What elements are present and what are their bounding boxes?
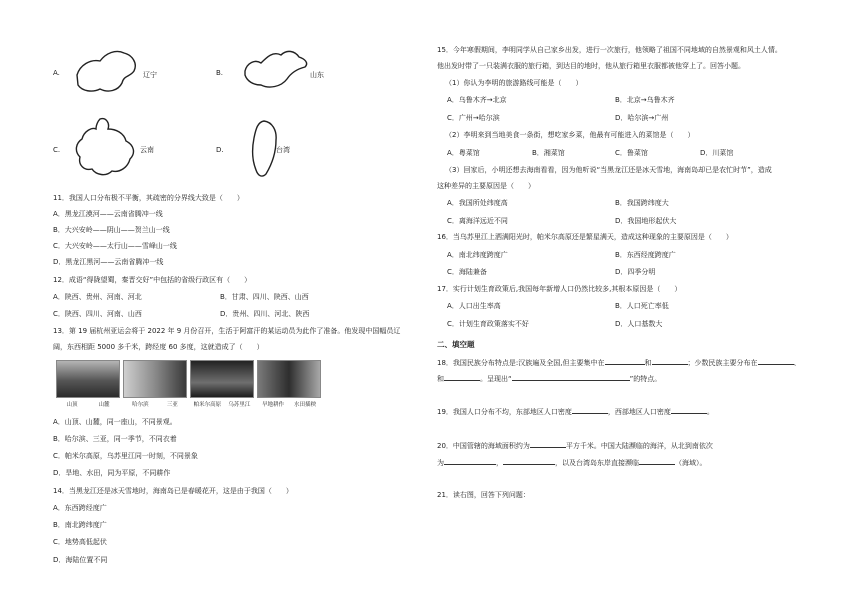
map-option-a-letter: A. <box>53 69 60 77</box>
q14-option-b[interactable]: B．南北跨纬度广 <box>53 521 107 529</box>
q13-option-b[interactable]: B．哈尔滨、三亚，同一季节，不同衣着 <box>53 435 177 443</box>
q17-option-d[interactable]: D．人口基数大 <box>615 320 663 328</box>
q17-option-c[interactable]: C．计划生育政策落实不好 <box>447 320 529 328</box>
q12-option-a[interactable]: A．陕西、贵州、河南、河北 <box>53 293 142 301</box>
q18-text: 18．我国民族分布特点是:汉族遍及全国,但主要集中在 <box>437 359 605 367</box>
q20-text: ， <box>496 459 503 467</box>
q11-option-a[interactable]: A．黑龙江漠河——云南省腾冲一线 <box>53 210 163 218</box>
q16-option-a[interactable]: A．南北纬度跨度广 <box>447 251 508 259</box>
photo-caption: 乌苏里江 <box>228 402 251 408</box>
q15-sub2-option-c[interactable]: C．鲁菜馆 <box>615 149 648 157</box>
q18-blank-4[interactable] <box>444 372 480 381</box>
q17-option-a[interactable]: A．人口出生率高 <box>447 302 501 310</box>
q15-sub3-line2: 这种差异的主要原因是（ ） <box>437 182 535 190</box>
photo-mountain <box>56 360 120 408</box>
q19-blank-2[interactable] <box>671 405 707 414</box>
q20-text: （海域）。 <box>675 459 707 467</box>
q18-blank-2[interactable] <box>652 356 688 365</box>
q15-sub2-option-b[interactable]: B．湘菜馆 <box>532 149 565 157</box>
q20-text: 20．中国管辖的海域面积约为 <box>437 442 530 450</box>
q15-sub3-option-b[interactable]: B．我国跨纬度大 <box>615 199 669 207</box>
photo-caption: 哈尔滨 <box>132 402 149 408</box>
map-option-b-letter: B. <box>216 69 224 77</box>
q19-text: 19．我国人口分布不均，东部地区人口密度 <box>437 408 572 416</box>
q20-text: 平方千米。中国大陆濒临的海洋，从北到南依次 <box>565 442 713 450</box>
map-option-b-label: 山东 <box>310 71 324 79</box>
q14-option-a[interactable]: A．东西跨经度广 <box>53 504 107 512</box>
q13-stem-line1: 13．第 19 届杭州亚运会将于 2022 年 9 月份召开，生活于阿富汗的某运动员为此作了准备。他发现中国幅员辽 <box>53 327 401 335</box>
q18-text: 。呈现出“ <box>480 375 512 383</box>
photo-caption: 水田插秧 <box>293 402 316 408</box>
q18-text: 、 <box>793 359 801 367</box>
q13-option-d[interactable]: D．旱地、水田，同为平原，不同耕作 <box>53 469 171 477</box>
map-option-d-label: 台湾 <box>276 146 290 154</box>
q14-option-c[interactable]: C．地势高低起伏 <box>53 538 107 546</box>
q20-text: ，以及台湾岛东岸直接濒临 <box>555 459 639 467</box>
section-title-fill-in: 二、填空题 <box>437 340 475 349</box>
q17-stem: 17．实行计划生育政策后,我国每年新增人口仍然比较多,其根本原因是（ ） <box>437 285 682 293</box>
q20-blank-2[interactable] <box>444 456 496 465</box>
q18-line1 <box>437 356 801 368</box>
shandong-outline-icon <box>241 45 311 95</box>
q15-sub3-option-a[interactable]: A．我国所处纬度高 <box>447 199 508 207</box>
q15-sub3-line1: （3）回家后，小明还想去海南看看，因为他听说“当黑龙江还是冰天雪地，海南岛却已是农忙时节”，造成 <box>445 166 772 174</box>
q20-line2 <box>437 456 707 468</box>
q15-sub2: （2）李明来到当地美食一条街，想吃家乡菜，他最有可能进入的菜馆是（ ） <box>445 131 695 139</box>
q11-option-d[interactable]: D．黑龙江黑河——云南省腾冲一线 <box>53 258 164 266</box>
q16-option-b[interactable]: B．东西经度跨度广 <box>615 251 676 259</box>
q16-option-d[interactable]: D．四季分明 <box>615 268 656 276</box>
map-option-a-label: 辽宁 <box>143 71 157 79</box>
photo-caption: 三亚 <box>166 402 178 408</box>
q20-blank-1[interactable] <box>530 439 566 448</box>
q11-stem: 11．我国人口分布极不平衡，其疏密的分界线大致是（ ） <box>53 194 244 202</box>
photo-caption: 帕米尔高原 <box>193 402 222 408</box>
q15-sub1-option-b[interactable]: B．北京→乌鲁木齐 <box>615 96 675 104</box>
q12-stem: 12．成语“得陇望蜀，秦晋交好”中包括的省级行政区有（ ） <box>53 276 252 284</box>
photo-caption: 山麓 <box>98 402 110 408</box>
yunnan-outline-icon <box>70 115 142 180</box>
q15-sub1-option-a[interactable]: A．乌鲁木齐→北京 <box>447 96 507 104</box>
q21-stem: 21．读右图，回答下列问题： <box>437 491 530 499</box>
q18-blank-5[interactable] <box>512 372 630 381</box>
q17-option-b[interactable]: B．人口死亡率低 <box>615 302 669 310</box>
q15-sub2-option-a[interactable]: A．粤菜馆 <box>447 149 480 157</box>
map-option-c-label: 云南 <box>140 146 154 154</box>
q16-option-c[interactable]: C．海陆兼备 <box>447 268 487 276</box>
q12-option-c[interactable]: C．陕西、四川、河南、山西 <box>53 310 142 318</box>
q13-photo-strip <box>56 360 321 408</box>
q15-sub1-option-c[interactable]: C．广州→哈尔滨 <box>447 114 500 122</box>
photo-caption: 旱地耕作 <box>261 402 284 408</box>
q20-line1 <box>437 439 713 451</box>
q18-line2 <box>437 372 661 384</box>
q15-sub2-option-d[interactable]: D．川菜馆 <box>700 149 734 157</box>
map-option-d-letter: D. <box>216 146 224 154</box>
q12-option-b[interactable]: B．甘肃、四川、陕西、山西 <box>220 293 309 301</box>
q13-option-c[interactable]: C．帕米尔高原，乌苏里江同一时刻，不同景象 <box>53 452 198 460</box>
q18-text: ”的特点。 <box>629 375 662 383</box>
photo-harbin-sanya <box>123 360 187 408</box>
photo-caption: 山顶 <box>66 402 78 408</box>
q19-text: ，西部地区人口密度 <box>607 408 671 416</box>
q18-text: 和 <box>644 359 652 367</box>
q15-sub3-option-d[interactable]: D．我国地形起伏大 <box>615 217 677 225</box>
q11-option-c[interactable]: C．大兴安岭——太行山——雪峰山一线 <box>53 242 177 250</box>
liaoning-outline-icon <box>72 45 142 100</box>
q15-stem-line1: 15．今年寒假期间，李明同学从自己家乡出发，进行一次旅行，他领略了祖国不同地域的自然景观和风土人情。 <box>437 46 782 54</box>
q13-stem-line2: 阔，东西相距 5000 多千米，跨经度 60 多度，这就造成了（ ） <box>53 343 264 351</box>
q18-text: ；少数民族主要分布在 <box>687 359 758 367</box>
q16-stem: 16．当乌苏里江上洒满阳光时，帕米尔高原还是繁星满天，造成这种现象的主要原因是（ ） <box>437 233 733 241</box>
photo-pamir-wusuli <box>190 360 254 408</box>
q15-sub1-option-d[interactable]: D．哈尔滨→广州 <box>615 114 669 122</box>
q14-option-d[interactable]: D．海陆位置不同 <box>53 556 108 564</box>
photo-farming <box>257 360 321 408</box>
q18-blank-1[interactable] <box>605 356 645 365</box>
q19-text: 。 <box>706 408 714 416</box>
q13-option-a[interactable]: A．山顶、山麓，同一座山，不同景观。 <box>53 418 177 426</box>
q18-blank-3[interactable] <box>758 356 794 365</box>
q19-blank-1[interactable] <box>572 405 608 414</box>
q15-stem-line2: 他出发时带了一只装满衣服的旅行箱，到达目的地时，他从旅行箱里衣服都被他穿上了。回答小题。 <box>437 62 745 70</box>
q18-text: 和 <box>437 375 444 383</box>
q14-stem: 14．当黑龙江还是冰天雪地时，海南岛已是春暖花开，这是由于我国（ ） <box>53 487 293 495</box>
q20-blank-3[interactable] <box>503 456 555 465</box>
q11-option-b[interactable]: B．大兴安岭——阴山——贺兰山一线 <box>53 226 170 234</box>
q15-sub3-option-c[interactable]: C．离海洋远近不同 <box>447 217 508 225</box>
q20-blank-4[interactable] <box>639 456 675 465</box>
q15-sub1: （1）你认为李明的旅游路线可能是（ ） <box>445 79 583 87</box>
q19-line <box>437 405 714 417</box>
map-option-c-letter: C. <box>53 146 61 154</box>
q20-text: 为 <box>437 459 444 467</box>
q12-option-d[interactable]: D．贵州、四川、河北、陕西 <box>220 310 310 318</box>
